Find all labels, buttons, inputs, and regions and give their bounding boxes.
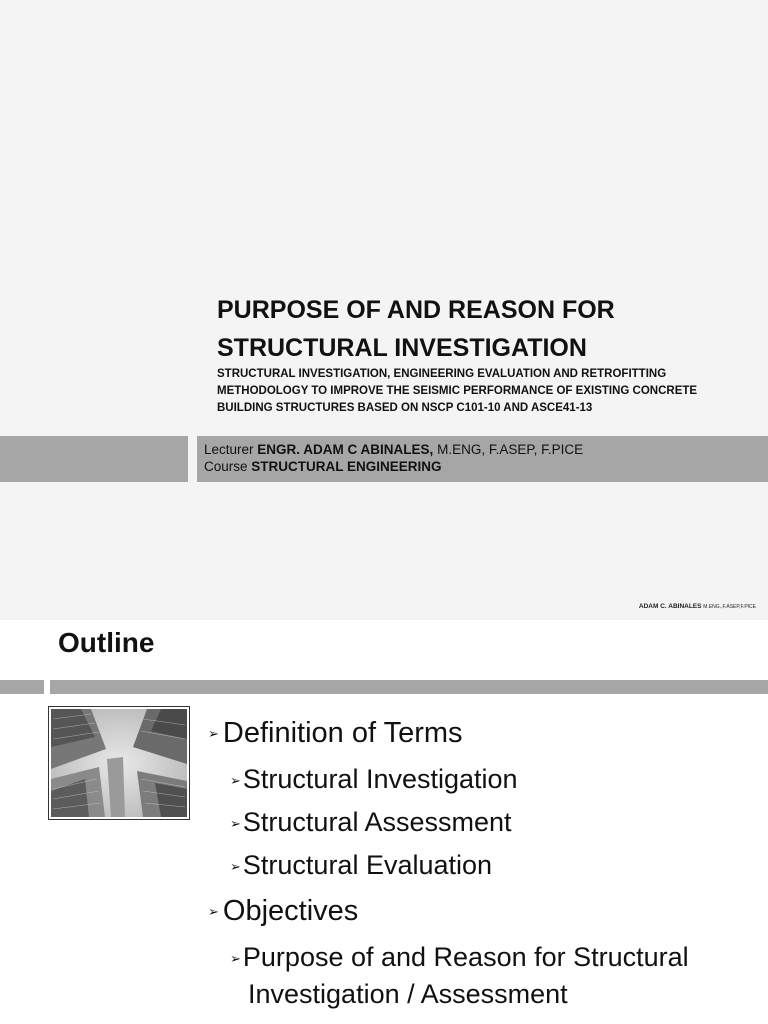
skyscraper-photo: [48, 706, 190, 820]
bullet-text: Structural Evaluation: [242, 850, 493, 880]
arrow-bullet-icon: ➢: [230, 858, 241, 874]
arrow-bullet-icon: ➢: [208, 726, 219, 742]
footer-credentials: M.ENG.,F.ASEP,F.PICE: [703, 604, 756, 610]
subtitle-line-2: METHODOLOGY TO IMPROVE THE SEISMIC PERFORMANCE OF EXISTING CONCRETE: [217, 385, 698, 397]
bullet-purpose-reason: [230, 939, 689, 977]
bullet-objectives: [208, 893, 358, 930]
bullet-text: Structural Investigation: [242, 764, 518, 794]
bullet-text: Objectives: [222, 895, 359, 927]
lecturer-credentials: M.ENG, F.ASEP, F.PICE: [437, 442, 584, 457]
bullet-definition-of-terms: [208, 715, 463, 752]
slide-footer: [639, 603, 756, 610]
course-label: Course: [204, 459, 248, 474]
slide-subtitle: [217, 366, 747, 417]
lecturer-label: Lecturer: [204, 442, 254, 457]
slide-title-line-2: STRUCTURAL INVESTIGATION: [217, 334, 587, 362]
slide-title-line-1: PURPOSE OF AND REASON FOR: [217, 296, 615, 324]
bullet-text: Structural Assessment: [242, 807, 512, 837]
arrow-bullet-icon: ➢: [230, 772, 241, 788]
bullet-purpose-reason-continued: Investigation / Assessment: [248, 979, 568, 1009]
lecturer-name: ENGR. ADAM C ABINALES,: [257, 442, 434, 457]
footer-name: ADAM C. ABINALES: [638, 603, 702, 610]
bullet-text: Purpose of and Reason for Structural: [242, 942, 689, 972]
arrow-bullet-icon: ➢: [208, 904, 219, 920]
bullet-structural-evaluation: [230, 847, 492, 885]
header-bar-left: [0, 680, 44, 694]
info-band-left: [0, 436, 188, 482]
bullet-structural-investigation: [230, 761, 518, 799]
header-bar-right: [50, 680, 768, 694]
bullet-structural-assessment: [230, 804, 512, 842]
bullet-text: Definition of Terms: [222, 717, 463, 749]
skyscraper-image: [51, 709, 187, 817]
subtitle-line-3: BUILDING STRUCTURES BASED ON NSCP C101-10 AND ASCE41-13: [217, 402, 593, 414]
lecturer-line: [204, 441, 583, 458]
course-name: STRUCTURAL ENGINEERING: [251, 459, 442, 474]
outline-title: Outline: [58, 627, 155, 658]
course-line: [204, 458, 442, 475]
arrow-bullet-icon: ➢: [230, 815, 241, 831]
slide-title: [217, 291, 737, 367]
arrow-bullet-icon: ➢: [230, 950, 241, 966]
subtitle-line-1: STRUCTURAL INVESTIGATION, ENGINEERING EVALUATION AND RETROFITTING: [217, 368, 667, 380]
